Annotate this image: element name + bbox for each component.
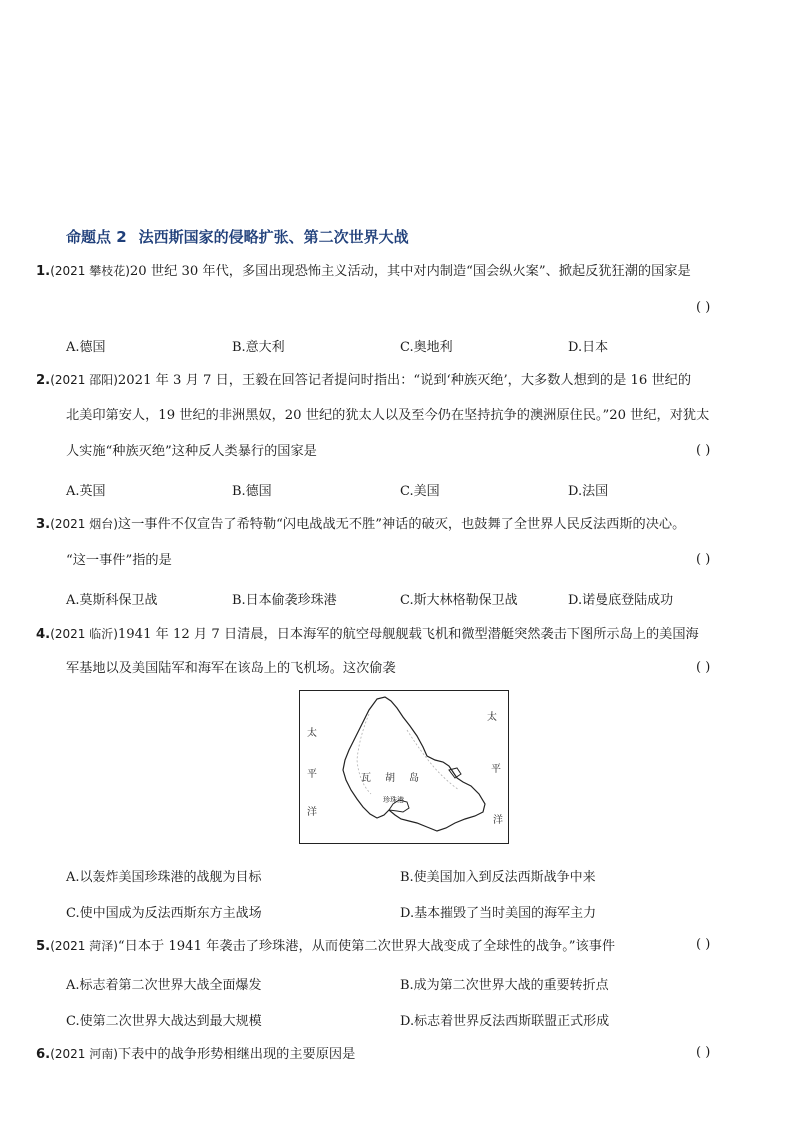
question-5-number: 5.: [36, 939, 51, 954]
question-2-line-3: 人实施“种族灭绝”这种反人类暴行的国家是: [66, 444, 317, 459]
section-heading-label: 命题点 2: [66, 228, 127, 246]
question-4-option-d[interactable]: D.基本摧毁了当时美国的海军主力: [400, 906, 597, 921]
question-2-option-d[interactable]: D.法国: [568, 484, 609, 499]
question-2-option-a[interactable]: A.英国: [66, 484, 106, 499]
question-2-source: (2021 邵阳): [50, 373, 118, 387]
question-3-answer-blank[interactable]: ( ): [696, 552, 711, 567]
question-5-line-1: [36, 937, 615, 956]
section-heading: [66, 226, 409, 247]
question-1-text: 20 世纪 30 年代，多国出现恐怖主义活动，其中对内制造“国会纵火案”、掀起反犹狂潮的国家是: [129, 264, 691, 279]
question-5-source: (2021 菏泽): [50, 939, 118, 953]
question-2-text: 2021 年 3 月 7 日，王毅在回答记者提问时指出：“说到‘种族灭绝’，大多数人想到的是 16 世纪的: [117, 373, 692, 388]
question-2-line-2: 北美印第安人，19 世纪的非洲黑奴，20 世纪的犹太人以及至今仍在坚持抗争的澳洲原住民。”20 世纪，对犹太: [66, 408, 710, 423]
question-3-text: 这一事件不仅宣告了希特勒“闪电战战无不胜”神话的破灭，也鼓舞了全世界人民反法西斯的决心。: [117, 517, 686, 532]
question-4-answer-blank[interactable]: ( ): [696, 660, 711, 675]
question-4-line-2: 军基地以及美国陆军和海军在该岛上的飞机场。这次偷袭: [66, 661, 396, 676]
map-label-left-ocean-2: 平: [307, 769, 317, 780]
question-2-line-1: [36, 371, 691, 390]
map-label-left-ocean-3: 洋: [307, 807, 317, 818]
question-1-option-a[interactable]: A.德国: [66, 340, 106, 355]
question-3-line-1: [36, 515, 685, 534]
map-label-island-3: 岛: [409, 773, 419, 784]
question-3-option-c[interactable]: C.斯大林格勒保卫战: [400, 593, 518, 608]
map-label-harbor: 珍珠港: [383, 796, 404, 804]
map-label-right-ocean-2: 平: [491, 764, 501, 775]
question-1-option-b[interactable]: B.意大利: [232, 340, 285, 355]
question-3-number: 3.: [36, 517, 51, 532]
question-6-source: (2021 河南): [50, 1047, 118, 1061]
question-4-option-b[interactable]: B.使美国加入到反法西斯战争中来: [400, 870, 596, 885]
question-3-line-2: “这一事件”指的是: [66, 553, 172, 568]
question-5-option-a[interactable]: A.标志着第二次世界大战全面爆发: [66, 978, 262, 993]
question-6-text: 下表中的战争形势相继出现的主要原因是: [117, 1047, 356, 1062]
question-3-source: (2021 烟台): [50, 517, 118, 531]
question-5-answer-blank[interactable]: ( ): [696, 937, 711, 952]
section-heading-title: 法西斯国家的侵略扩张、第二次世界大战: [138, 228, 409, 246]
question-2-number: 2.: [36, 373, 51, 388]
map-frame: [300, 691, 509, 844]
question-3-option-d[interactable]: D.诺曼底登陆成功: [568, 593, 674, 608]
question-3-option-b[interactable]: B.日本偷袭珍珠港: [232, 593, 337, 608]
map-label-island-1: 瓦: [361, 773, 371, 784]
question-1-option-c[interactable]: C.奥地利: [400, 340, 453, 355]
oahu-island-map: [299, 690, 509, 844]
question-5-option-d[interactable]: D.标志着世界反法西斯联盟正式形成: [400, 1014, 610, 1029]
question-4-number: 4.: [36, 627, 51, 642]
question-4-option-c[interactable]: C.使中国成为反法西斯东方主战场: [66, 906, 262, 921]
map-label-right-ocean-3: 洋: [493, 815, 503, 826]
question-1-number: 1.: [36, 264, 51, 279]
question-4-line-1: [36, 625, 699, 644]
question-3-option-a[interactable]: A.莫斯科保卫战: [66, 593, 158, 608]
map-label-right-ocean-1: 太: [487, 712, 497, 723]
question-6-number: 6.: [36, 1047, 51, 1062]
question-1-source: (2021 攀枝花): [50, 264, 130, 278]
question-2-option-c[interactable]: C.美国: [400, 484, 440, 499]
question-6-answer-blank[interactable]: ( ): [696, 1045, 711, 1060]
question-1-option-d[interactable]: D.日本: [568, 340, 609, 355]
question-6-line-1: [36, 1045, 355, 1064]
map-label-island-2: 胡: [385, 773, 395, 784]
question-2-answer-blank[interactable]: ( ): [696, 443, 711, 458]
question-1-line-1: [36, 262, 691, 281]
question-5-option-c[interactable]: C.使第二次世界大战达到最大规模: [66, 1014, 262, 1029]
question-4-source: (2021 临沂): [50, 627, 118, 641]
question-4-option-a[interactable]: A.以轰炸美国珍珠港的战舰为目标: [66, 870, 262, 885]
question-1-answer-blank[interactable]: ( ): [696, 300, 711, 315]
question-5-option-b[interactable]: B.成为第二次世界大战的重要转折点: [400, 978, 609, 993]
map-label-left-ocean-1: 太: [307, 728, 317, 739]
question-2-option-b[interactable]: B.德国: [232, 484, 272, 499]
question-4-text: 1941 年 12 月 7 日清晨，日本海军的航空母舰舰载飞机和微型潜艇突然袭击下图所示岛上的美国海: [117, 627, 699, 642]
question-5-text: “日本于 1941 年袭击了珍珠港，从而使第二次世界大战变成了全球性的战争。”该事件: [117, 939, 616, 954]
